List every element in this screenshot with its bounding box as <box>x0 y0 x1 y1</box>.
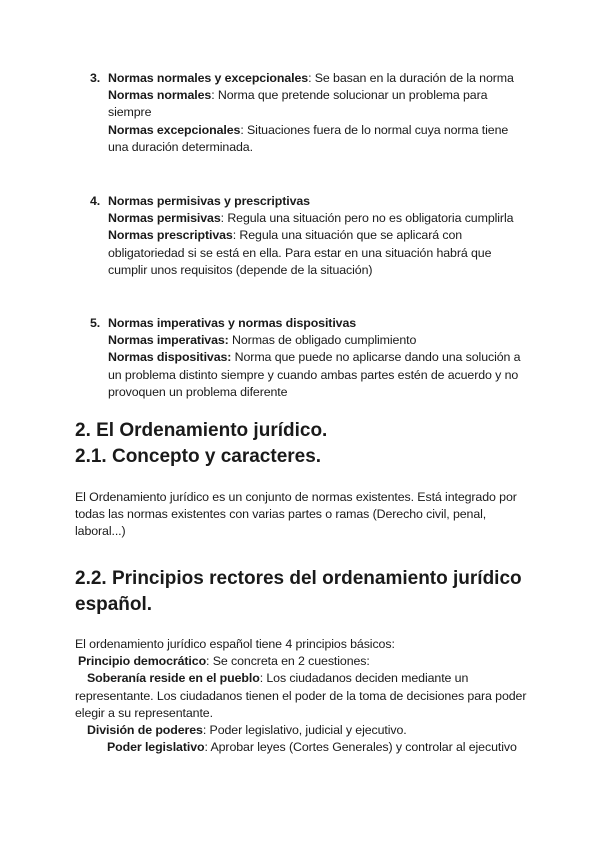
list-item <box>90 315 530 401</box>
paragraph: El Ordenamiento jurídico es un conjunto de normas existentes. Está integrado por todas las normas existentes con varias partes o ramas (Derecho civil, penal, laboral...) <box>75 490 517 539</box>
item-title: Normas normales y excepcionales <box>108 71 309 85</box>
norm-types-list <box>90 315 530 401</box>
term: Normas prescriptivas <box>108 228 233 243</box>
definition: : Los ciudadanos deciden mediante un representante. Los ciudadanos tienen el poder de la toma de decisiones para poder elegir a su representante. <box>75 671 527 720</box>
principles-section <box>75 636 535 756</box>
term: Normas excepcionales <box>108 122 241 137</box>
principle-line <box>75 739 535 756</box>
principle-line <box>75 722 535 739</box>
norm-types-list <box>90 193 530 279</box>
term: Normas normales <box>108 88 212 103</box>
definition: : Regula una situación pero no es obligatoria cumplirla <box>220 211 514 226</box>
principle-line <box>75 670 535 722</box>
item-title: Normas permisivas y prescriptivas <box>108 194 310 208</box>
list-item <box>90 193 530 279</box>
term: División de poderes <box>87 723 203 738</box>
list-number: 5. <box>90 316 101 330</box>
item-title: Normas imperativas y normas dispositivas <box>108 316 357 330</box>
principle-line <box>75 653 535 670</box>
paragraph: El ordenamiento jurídico español tiene 4 principios básicos: <box>75 637 395 651</box>
term: Soberanía reside en el pueblo <box>87 671 260 686</box>
definition: : Se concreta en 2 cuestiones: <box>206 654 370 669</box>
subsection-heading: 2.2. Principios rectores del ordenamiento jurídico español. <box>75 568 522 615</box>
norm-types-list <box>90 70 530 156</box>
term: Principio democrático <box>78 654 207 669</box>
term: Normas imperativas: <box>108 333 229 348</box>
definition: : Situaciones fuera de lo normal cuya norma tiene una duración determinada. <box>108 122 509 154</box>
list-item <box>90 70 530 156</box>
section-heading: 2. El Ordenamiento jurídico. <box>75 420 328 441</box>
term: Normas dispositivas: <box>108 350 232 365</box>
term: Normas permisivas <box>108 211 221 226</box>
definition: : Regula una situación que se aplicará con obligatoriedad si se está en ella. Para estar en una situación habrá que cumplir unos requisitos (depende de la situación) <box>108 228 492 277</box>
subsection-heading: 2.1. Concepto y caracteres. <box>75 446 322 467</box>
list-number: 4. <box>90 194 101 208</box>
definition: : Poder legislativo, judicial y ejecutivo. <box>202 723 407 738</box>
term: Poder legislativo <box>107 740 205 755</box>
definition: : Norma que pretende solucionar un problema para siempre <box>108 88 488 120</box>
item-title-rest: : Se basan en la duración de la norma <box>308 71 514 85</box>
definition: Normas de obligado cumplimiento <box>228 333 417 348</box>
definition: : Aprobar leyes (Cortes Generales) y controlar al ejecutivo <box>204 740 517 755</box>
list-number: 3. <box>90 71 101 85</box>
definition: Norma que puede no aplicarse dando una solución a un problema distinto siempre y cuando ambas partes estén de acuerdo y no provoquen un problema diferente <box>108 350 521 399</box>
